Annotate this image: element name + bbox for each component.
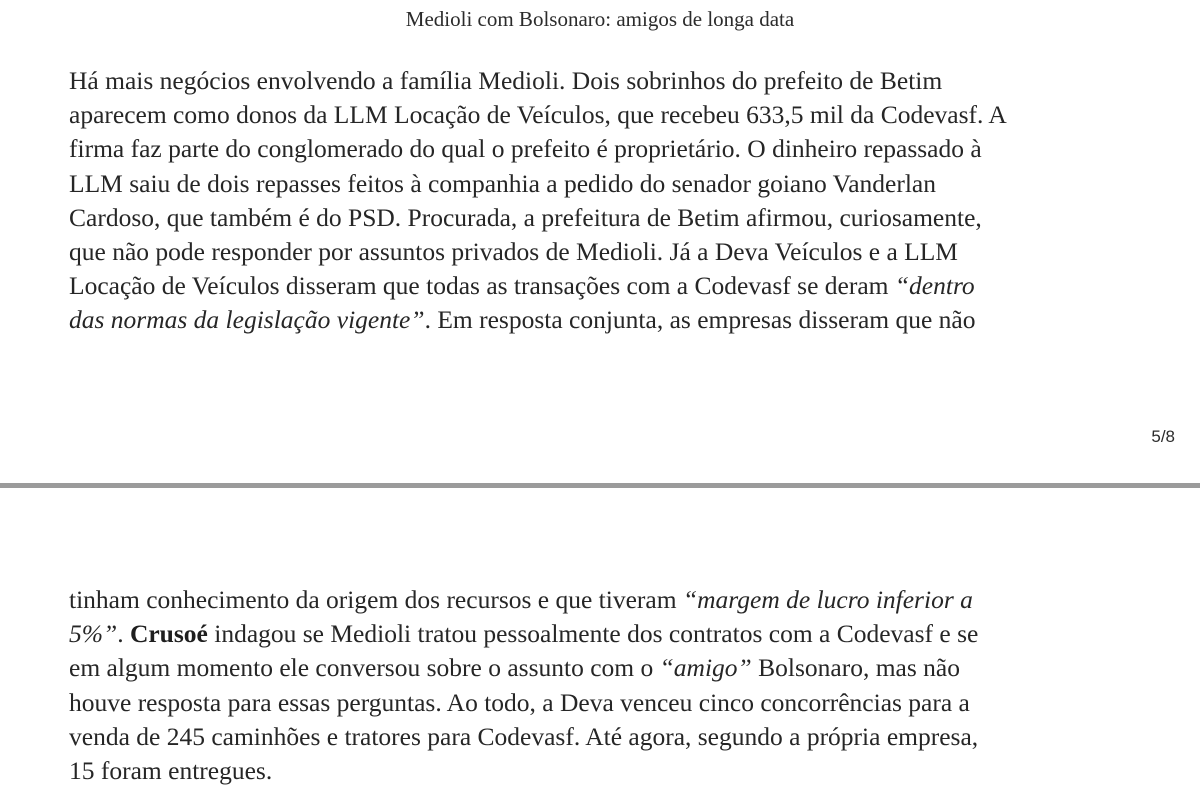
text-line: Há mais negócios envolvendo a família Medioli. Dois sobrinhos do prefeito de Betim (69, 66, 943, 95)
text-span: em algum momento ele conversou sobre o assunto com o (69, 653, 660, 683)
text-line (69, 651, 1131, 685)
quote-italic: “dentro (894, 271, 975, 301)
text-line: que não pode responder por assuntos privados de Medioli. Já a Deva Veículos e a LLM (69, 237, 958, 267)
text-span: . (117, 619, 130, 649)
text-line (69, 303, 1131, 337)
text-line (69, 269, 1131, 303)
text-span: tinham conhecimento da origem dos recursos e que tiveram (69, 585, 683, 614)
page-number: 5/8 (1151, 427, 1175, 446)
text-span: Bolsonaro, mas não (751, 653, 960, 683)
quote-italic: das normas da legislação vigente” (69, 305, 425, 335)
text-line: venda de 245 caminhões e tratores para Codevasf. Até agora, segundo a própria empresa, (69, 721, 979, 751)
text-line: 15 foram entregues. (69, 756, 273, 786)
text-line: aparecem como donos da LLM Locação de Veículos, que recebeu 633,5 mil da Codevasf. A (69, 100, 1007, 130)
photo-caption: Medioli com Bolsonaro: amigos de longa data (405, 7, 795, 31)
publication-name: Crusoé (129, 619, 208, 649)
text-span: indagou se Medioli tratou pessoalmente dos contratos com a Codevasf e se (207, 619, 979, 649)
text-line (69, 583, 1131, 617)
text-line: houve resposta para essas perguntas. Ao todo, a Deva venceu cinco concorrências para a (69, 687, 970, 717)
quote-italic: “amigo” (659, 653, 752, 683)
text-line: firma faz parte do conglomerado do qual o prefeito é proprietário. O dinheiro repassado à (69, 134, 982, 164)
page-6 (0, 488, 1200, 801)
text-line: LLM saiu de dois repasses feitos à companhia a pedido do senador goiano Vanderlan (69, 168, 936, 198)
article-paragraph (69, 583, 1131, 788)
article-paragraph (69, 64, 1131, 338)
text-line: Cardoso, que também é do PSD. Procurada, a prefeitura de Betim afirmou, curiosamente, (69, 202, 982, 232)
quote-italic: “margem de lucro inferior a (682, 585, 973, 614)
quote-italic: 5%” (69, 619, 118, 649)
text-line (69, 617, 1131, 651)
text-span: . Em resposta conjunta, as empresas disseram que não (424, 305, 976, 335)
text-span: Locação de Veículos disseram que todas as transações com a Codevasf se deram (69, 271, 895, 301)
